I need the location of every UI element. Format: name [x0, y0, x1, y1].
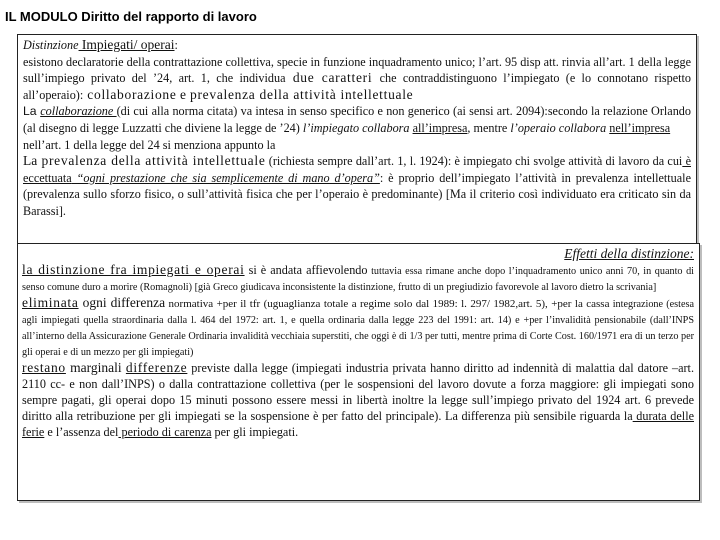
- text-eliminata: eliminata: [22, 294, 79, 310]
- paragraph-declaratorie: [23, 54, 691, 104]
- heading-label: Distinzione: [23, 38, 79, 52]
- text-segment: e: [176, 86, 186, 102]
- distinction-heading: [23, 37, 691, 54]
- text-distinction: la distinzione fra impiegati e operai: [22, 262, 245, 277]
- text-segment: l’impiegato collabora: [299, 120, 413, 135]
- paragraph-eliminata: [22, 295, 694, 360]
- heading-underlined: Impiegati/ operai: [78, 37, 175, 52]
- text-segment: e l’assenza del: [44, 424, 119, 439]
- text-segment: che contraddistinguono l’impiegato (e lo connotano rispetto all’operaio):: [23, 71, 691, 102]
- text-differenze: differenze: [125, 359, 188, 375]
- text-periodo-carenza: periodo di carenza: [118, 424, 212, 439]
- text-segment: La: [23, 153, 38, 169]
- text-segment: marginali: [65, 359, 126, 375]
- paragraph-restano: [22, 360, 694, 440]
- text-collaborazione-word: collaborazione: [40, 104, 117, 119]
- text-segment: esistono declaratorie della contrattazione collettiva, specie in funzione inquadramento unico; l’art. 95 disp att. rinvia all’art. 1 della legge sull’impiego privato del ’24, art. 1, che individua: [23, 54, 691, 86]
- text-small: tuttavia essa rimane anche dopo l’inquadramento unico anni 70, in quanto di senso comune duro a morire (Romagnoli) [già Greco giudicava inconsistente la distinzione, frutto di un pregiudizio favorevole al lavoro dietro la scrivania]: [22, 266, 694, 294]
- text-restano: restano: [22, 359, 66, 375]
- text-segment: : è proprio dell’impiegato l’attività in prevalenza intellettuale (prevalenza sullo sforzo fisico, o sull’attività fisica che per l’operaio è predominante) [Ma il criterio così individuato era criticato sin da Barassi].: [23, 170, 691, 218]
- text-eccettuata: è eccettuata: [23, 154, 691, 185]
- paragraph-law-reference: nell’art. 1 della legge del 24 si menziona appunto la: [23, 137, 276, 152]
- text-segment: (richiesta sempre dall’art. 1, l. 1924): è impiegato chi svolge attività di lavoro da cui: [265, 154, 683, 169]
- text-segment: (di cui alla norma citata) va intesa in senso specifico e non generico (ai sensi art. 2094):secondo la relazione Orlando (al disegno di legge Luzzatti che diviene la legge de ’24): [23, 104, 691, 135]
- text-all-impresa: all’impresa: [412, 120, 468, 135]
- text-quote: “ogni prestazione che sia semplicemente di mano d’opera”: [71, 170, 380, 185]
- text-segment: per gli impiegati.: [211, 424, 299, 439]
- effects-box: [17, 243, 700, 501]
- text-segment: si è andata affievolendo: [244, 263, 368, 277]
- text-segment: previste dalla legge (impiegati industria privata hanno diritto ad indennità di malattia dal datore –art. 2110 cc- e non dall’INPS) o dalla contrattazione collettiva (per le sospensioni del lavoro dovute a forza maggiore: gli impiegati sono sempre pagati, gli operai dopo 15 minuti possono essere messi in libertà inoltre la legge sull’impiego privato del 1924 art. 6 prevede diritto alla retribuzione per gli impiegati se la sospensione è per fatto del principale). La differenza più sensibile riguarda la: [22, 360, 694, 423]
- text-prevalenza: prevalenza della attività intellettuale: [37, 153, 266, 169]
- heading-colon: :: [174, 38, 178, 52]
- text-two-characters: due caratteri: [285, 70, 380, 86]
- text-segment: l’operaio collabora: [507, 120, 610, 135]
- text-segment: , mentre: [467, 120, 508, 135]
- effects-heading: Effetti della distinzione:: [564, 246, 694, 261]
- paragraph-prevalenza: [23, 153, 691, 219]
- text-segment: ogni differenza: [78, 294, 166, 310]
- text-nell-impresa: nell’impresa: [609, 120, 671, 135]
- text-segment: La: [23, 104, 41, 119]
- text-collaborazione: collaborazione: [83, 86, 177, 102]
- distinction-box: [17, 34, 697, 268]
- paragraph-affievolendo: [22, 262, 694, 295]
- text-prevalenza: prevalenza della attività intellettuale: [185, 86, 414, 102]
- paragraph-collaborazione: [23, 103, 691, 136]
- text-segment: normativa +per il tfr (uguaglianza totale a regime solo dal 1989: l. 297/ 1982,art. 5), +per la cassa: [165, 297, 610, 310]
- text-durata-ferie: durata delle ferie: [22, 408, 694, 439]
- text-small: integrazione (estesa agli impiegati quella straordinaria dalla l. 464 del 1972: art. 1, e quella ordinaria dalla legge 223 del 1991: art. 14) e +per l’invalidità pensionabile (dall’INPS all’interno della Assicurazione Generale Ordinaria invalidità vecchiaia superstiti, che oggi è di 1/3 per tutti, mentre prima di Corte Cost. 160/1971 era di un terzo per gli operai e di un mezzo per gli impiegati): [22, 298, 694, 359]
- page-title: IL MODULO Diritto del rapporto di lavoro: [5, 9, 257, 24]
